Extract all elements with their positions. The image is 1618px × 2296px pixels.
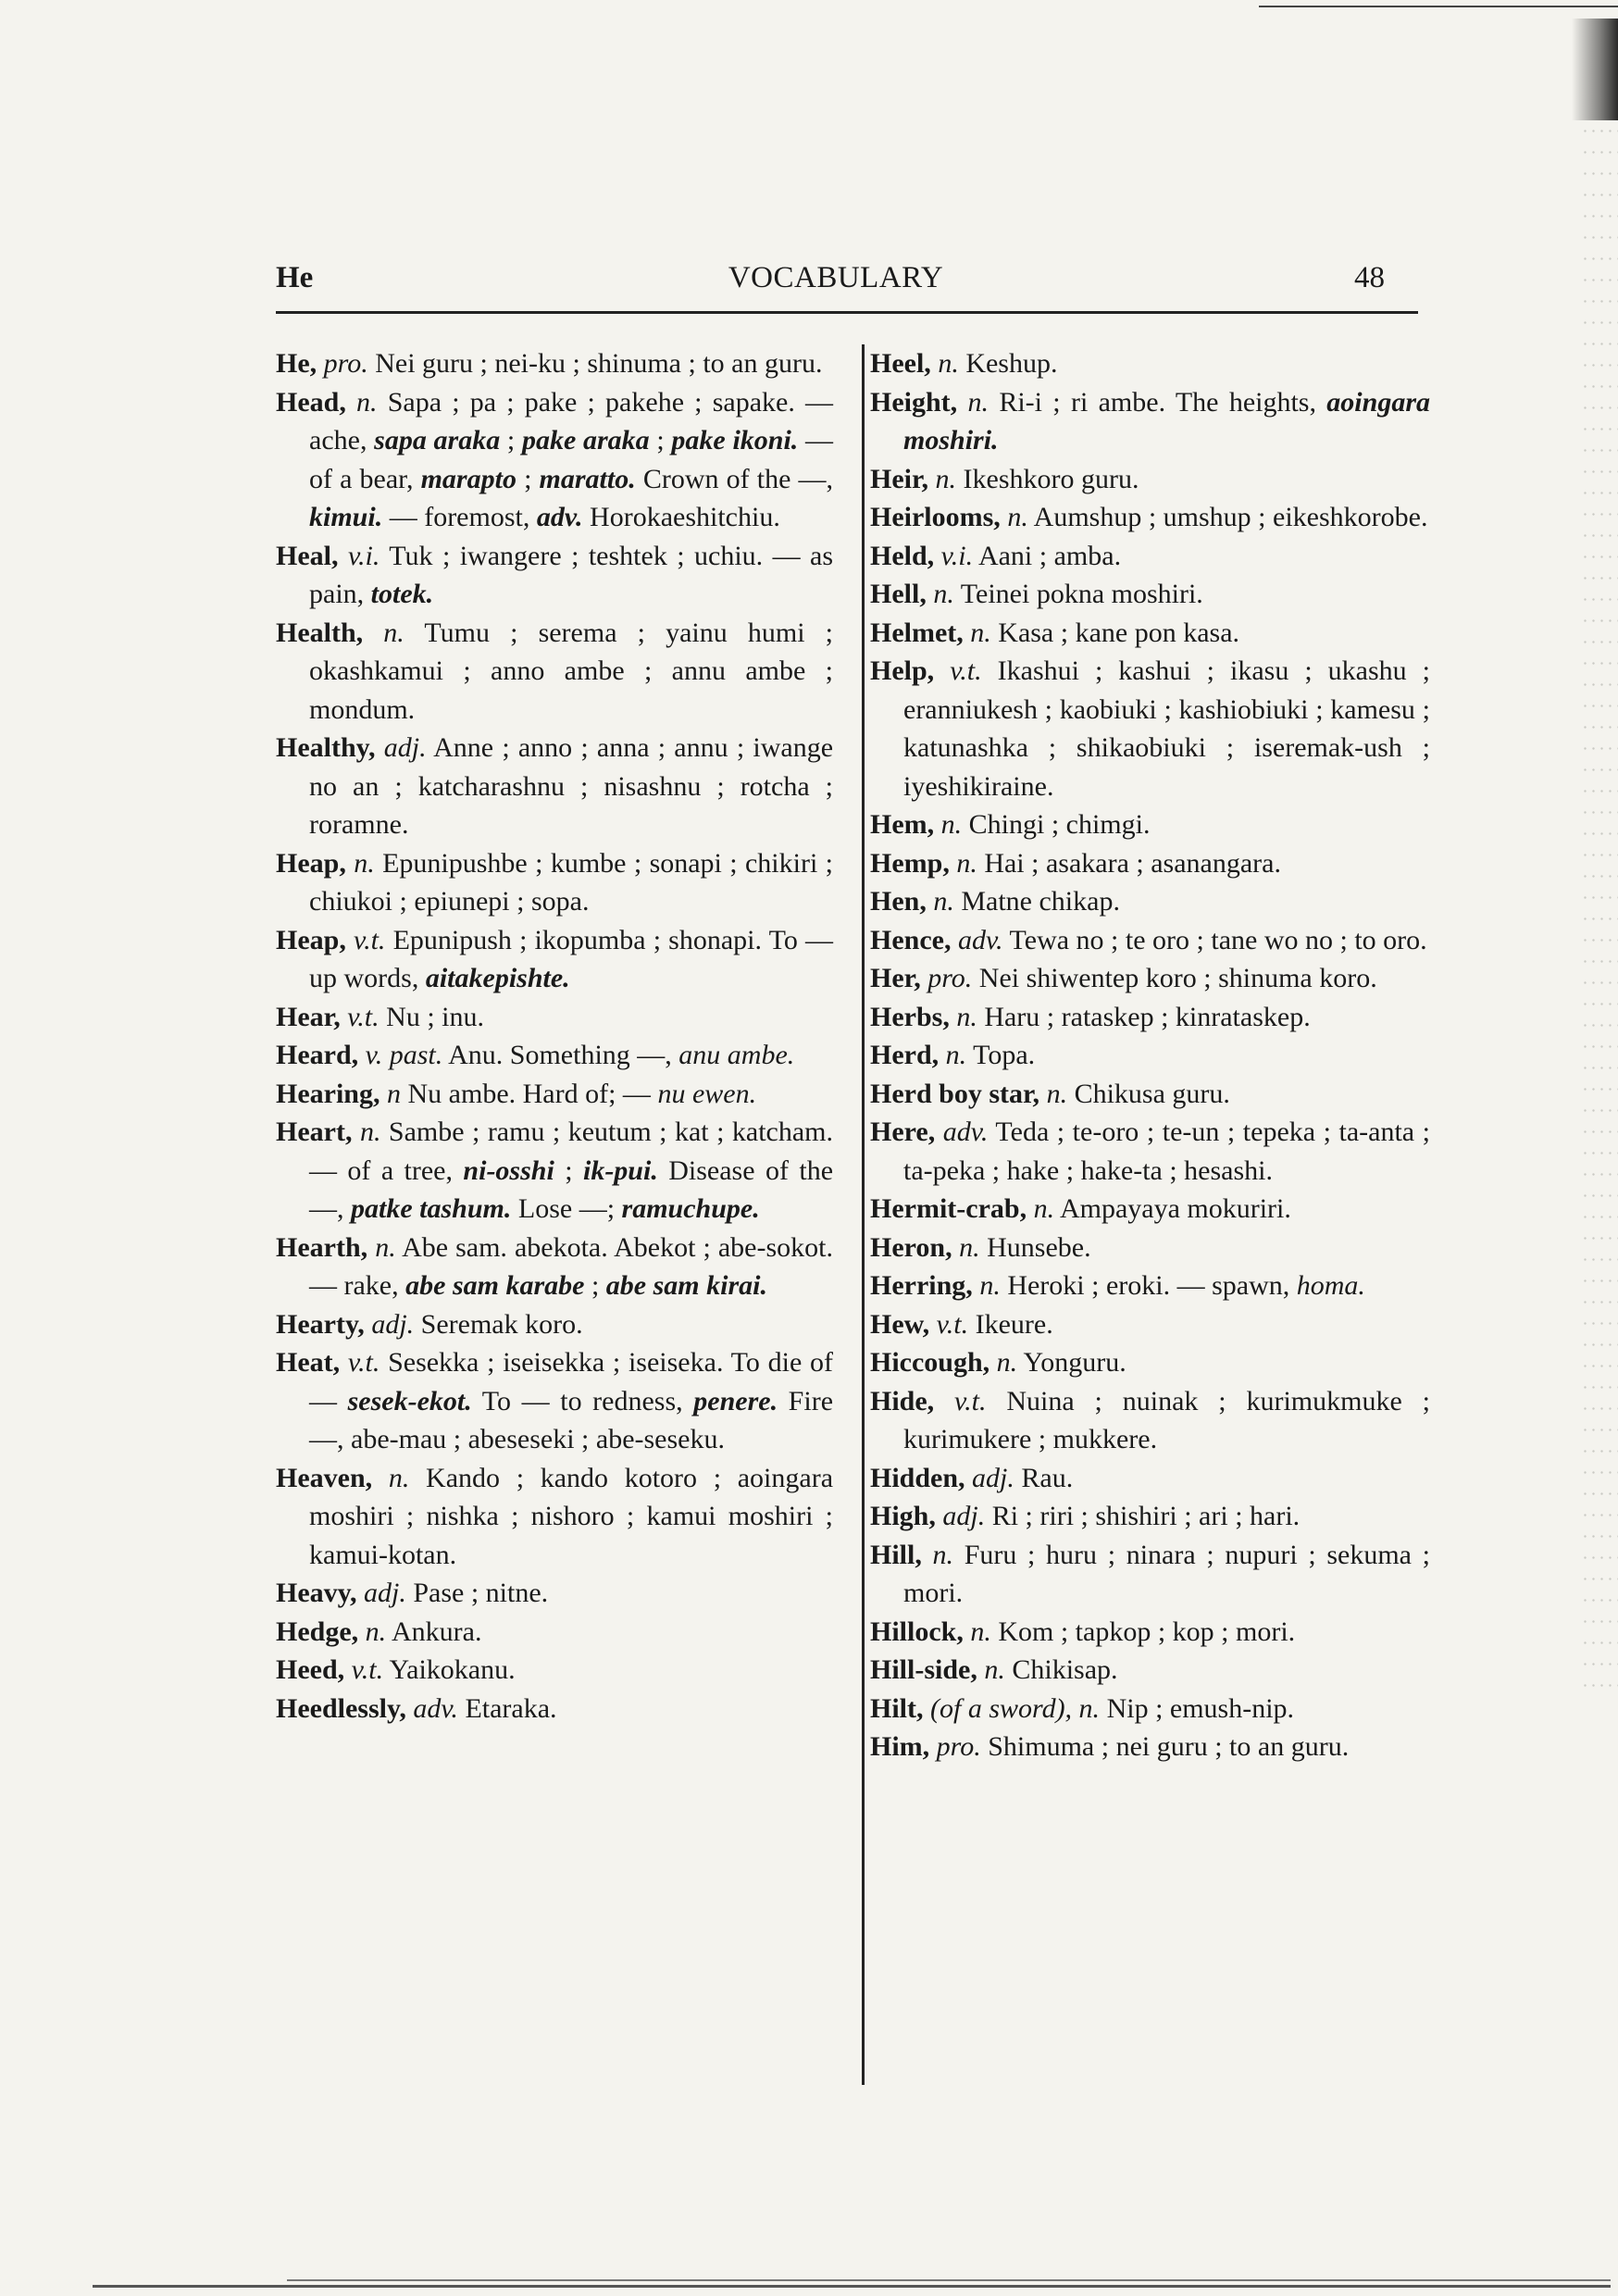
entry-ainu-term: patke tashum. — [351, 1193, 512, 1224]
dictionary-entry — [276, 344, 833, 383]
left-column — [276, 344, 833, 1728]
entry-definition: Ikashui ; kashui ; ikasu ; ukashu ; eranniukesh ; kaobiuki ; kashiobiuki ; kamesu ; katunashka ; shikaobiuki ; iseremak-ush ; iyeshikiraine. — [903, 655, 1431, 802]
entry-definition: Ikeshkoro guru. — [956, 463, 1139, 494]
entry-definition: Disease of the —, — [309, 1154, 834, 1224]
entry-ainu-term: sesek-ekot. — [347, 1385, 472, 1416]
entry-definition: Teda ; te-oro ; te-un ; tepeka ; ta-anta ; ta-peka ; hake ; hake-ta ; hesashi. — [903, 1117, 1430, 1186]
dictionary-entry — [276, 537, 833, 614]
dictionary-entry — [870, 498, 1430, 537]
entry-part-of-speech: v.t. — [950, 655, 982, 686]
entry-part-of-speech: n. — [945, 1040, 967, 1070]
entry-headword: Heat, — [276, 1347, 341, 1378]
entry-definition: Yonguru. — [1017, 1347, 1126, 1378]
entry-definition: Epunipush ; ikopumba ; shonapi. To — up words, — [309, 924, 833, 993]
entry-headword: Help, — [870, 655, 935, 686]
dictionary-entry — [870, 1075, 1430, 1114]
entry-definition: Tewa no ; te oro ; tane wo no ; to oro. — [1002, 924, 1427, 955]
entry-part-of-speech: n. — [938, 348, 959, 379]
entry-headword: Head, — [276, 386, 346, 418]
dictionary-entry — [870, 1459, 1430, 1498]
entry-part-of-speech: adj. — [383, 732, 427, 763]
dictionary-entry — [870, 1343, 1430, 1382]
entry-headword: Heir, — [870, 463, 929, 494]
entry-part-of-speech: n. — [354, 847, 375, 879]
header-title: VOCABULARY — [728, 261, 944, 294]
dictionary-entry — [276, 1651, 833, 1690]
entry-ainu-term: abe sam kirai. — [605, 1270, 767, 1301]
entry-definition: Ankura. — [386, 1616, 482, 1647]
entry-part-of-speech: v.t. — [954, 1385, 987, 1416]
entry-ainu-term: ik-pui. — [582, 1154, 658, 1186]
entry-part-of-speech: n. — [359, 1117, 381, 1147]
entry-definition: Pase ; nitne. — [405, 1578, 549, 1608]
entry-definition: Chingi ; chimgi. — [962, 809, 1151, 840]
entry-definition: Crown of the —, — [635, 463, 833, 494]
entry-part-of-speech: v.i. — [940, 540, 974, 571]
entry-headword: Helmet, — [870, 617, 964, 648]
entry-ainu-term: penere. — [693, 1385, 778, 1416]
entry-headword: Herd boy star, — [870, 1078, 1040, 1109]
entry-part-of-speech: v.t. — [347, 1001, 380, 1032]
dictionary-entry — [870, 1190, 1430, 1229]
dictionary-entry — [870, 882, 1430, 921]
entry-definition: Ri ; riri ; shishiri ; ari ; hari. — [985, 1501, 1301, 1531]
entry-definition: ; — [500, 425, 522, 455]
entry-headword: Heavy, — [276, 1578, 357, 1608]
entry-headword: Herd, — [870, 1040, 940, 1070]
entry-part-of-speech: n. — [979, 1270, 1001, 1301]
scan-corner-shadow — [1572, 19, 1618, 120]
entry-definition: Chikisap. — [1004, 1654, 1118, 1685]
column-divider — [862, 344, 865, 2085]
entry-part-of-speech: adv. — [942, 1117, 989, 1147]
entry-definition: — of a bear, — [309, 425, 833, 494]
entry-definition: Sapa ; pa ; pake ; pakehe ; sapake. — ache, — [309, 386, 834, 455]
entry-ainu-term: aoingara moshiri. — [903, 386, 1430, 455]
scan-edge-line — [1259, 6, 1618, 7]
entry-definition: Hunsebe. — [979, 1231, 1091, 1263]
entry-part-of-speech: n. — [970, 617, 991, 648]
dictionary-entry — [870, 460, 1430, 499]
entry-definition: Nu ; inu. — [379, 1001, 484, 1032]
entry-definition: Horokaeshitchiu. — [582, 502, 780, 532]
entry-part-of-speech: adj. — [371, 1308, 415, 1340]
dictionary-entry — [276, 1036, 833, 1075]
entry-ainu-term: abe sam karabe — [405, 1270, 585, 1301]
entry-definition: Sesekka ; iseisekka ; iseiseka. To die of — — [309, 1347, 833, 1416]
entry-part-of-speech: n. — [375, 1231, 396, 1263]
entry-headword: Heedlessly, — [276, 1692, 406, 1724]
entry-part-of-speech: n. — [967, 386, 989, 418]
dictionary-entry — [276, 1574, 833, 1613]
entry-part-of-speech: n. — [933, 579, 954, 609]
entry-ainu-term: aitakepishte. — [425, 963, 570, 993]
entry-definition: Shimuma ; nei guru ; to an guru. — [980, 1731, 1350, 1762]
dictionary-entry — [870, 344, 1430, 383]
entry-headword: Healthy, — [276, 732, 376, 763]
running-header — [276, 261, 1396, 302]
entry-part-of-speech: adv. — [957, 924, 1003, 955]
dictionary-entry — [276, 921, 833, 998]
entry-headword: Health, — [276, 617, 364, 648]
entry-part-of-speech: n. — [356, 386, 378, 418]
entry-headword: He, — [276, 348, 317, 379]
entry-part-of-speech: n. — [383, 617, 404, 648]
entry-headword: Hilt, — [870, 1692, 924, 1724]
dictionary-entry — [870, 1382, 1430, 1459]
dictionary-entry — [276, 1113, 833, 1229]
entry-part-of-speech: (of a sword), n. — [930, 1692, 1101, 1724]
dictionary-entry — [276, 1229, 833, 1305]
entry-definition: Etaraka. — [457, 1692, 557, 1724]
dictionary-entry — [870, 1267, 1430, 1305]
dictionary-entry — [870, 1536, 1430, 1613]
entry-definition: Ikeure. — [968, 1308, 1053, 1340]
header-guide-word: He — [276, 261, 314, 294]
entry-ainu-term: ramuchupe. — [621, 1193, 760, 1224]
entry-part-of-speech: n. — [365, 1616, 387, 1647]
entry-definition: Chikusa guru. — [1067, 1078, 1230, 1109]
entry-part-of-speech: n. — [932, 1539, 954, 1570]
entry-part-of-speech: v.t. — [347, 1347, 380, 1378]
entry-headword: Heap, — [276, 924, 346, 955]
entry-definition: Matne chikap. — [953, 886, 1120, 917]
dictionary-entry — [276, 1343, 833, 1459]
entry-headword: Her, — [870, 963, 921, 993]
entry-definition: ; — [554, 1154, 583, 1186]
scan-edge-dots — [1581, 120, 1618, 1694]
entry-part-of-speech: pro. — [936, 1731, 981, 1762]
dictionary-entry — [870, 1690, 1430, 1728]
entry-definition: Nuina ; nuinak ; kurimukmuke ; kurimukere ; mukkere. — [903, 1385, 1431, 1454]
entry-headword: Hill-side, — [870, 1654, 977, 1685]
entry-definition: Nei shiwentep koro ; shinuma koro. — [972, 963, 1377, 993]
dictionary-entry — [870, 614, 1430, 653]
entry-ainu-term: pake ikoni. — [671, 425, 799, 455]
entry-headword: Hillock, — [870, 1616, 964, 1647]
dictionary-entry — [870, 921, 1430, 960]
entry-ainu-term: anu ambe. — [678, 1040, 795, 1070]
entry-definition: ; — [649, 425, 672, 455]
entry-part-of-speech: n. — [956, 847, 977, 879]
entry-part-of-speech: n. — [956, 1001, 977, 1032]
entry-headword: Heirlooms, — [870, 502, 1001, 532]
dictionary-entry — [870, 844, 1430, 883]
dictionary-entry — [276, 1305, 833, 1344]
entry-part-of-speech: adv. — [413, 1692, 458, 1724]
entry-part-of-speech: n. — [933, 886, 954, 917]
entry-headword: Hem, — [870, 809, 935, 840]
entry-headword: Hew, — [870, 1308, 930, 1340]
dictionary-entry — [870, 575, 1430, 614]
entry-definition: Epunipushbe ; kumbe ; sonapi ; chikiri ; chiukoi ; epiunepi ; sopa. — [309, 847, 833, 917]
entry-definition: Kando ; kando kotoro ; aoingara moshiri ; nishka ; nishoro ; kamui moshiri ; kamui-kotan. — [309, 1462, 834, 1570]
dictionary-entry — [870, 1613, 1430, 1652]
dictionary-entry — [870, 383, 1430, 460]
entry-definition: Haru ; rataskep ; kinrataskep. — [977, 1001, 1311, 1032]
entry-part-of-speech: n. — [959, 1231, 980, 1263]
entry-ainu-term: adv. — [536, 502, 583, 532]
entry-definition: Tumu ; serema ; yainu humi ; okashkamui ; anno ambe ; annu ambe ; mondum. — [309, 617, 833, 725]
entry-headword: Hearing, — [276, 1078, 380, 1109]
entry-part-of-speech: v. past. — [365, 1040, 443, 1070]
entry-part-of-speech: adj. — [972, 1462, 1014, 1493]
dictionary-entry — [276, 1690, 833, 1728]
dictionary-entry — [870, 959, 1430, 998]
entry-definition: Sambe ; ramu ; keutum ; kat ; katcham. — of a tree, — [309, 1117, 833, 1186]
dictionary-entry — [276, 998, 833, 1037]
entry-part-of-speech: n — [387, 1078, 401, 1109]
entry-part-of-speech: v.t. — [351, 1654, 384, 1685]
entry-part-of-speech: n. — [940, 809, 963, 840]
entry-headword: Heap, — [276, 847, 346, 879]
entry-headword: Herbs, — [870, 1001, 950, 1032]
entry-definition: Ri-i ; ri ambe. The heights, — [989, 386, 1327, 418]
entry-part-of-speech: adj. — [942, 1501, 986, 1531]
entry-headword: Heed, — [276, 1654, 345, 1685]
entry-part-of-speech: v.t. — [936, 1308, 969, 1340]
entry-definition: Heroki ; eroki. — spawn, — [1000, 1270, 1297, 1301]
entry-definition: Anne ; anno ; anna ; annu ; iwange no an ; katcharashnu ; nisashnu ; rotcha ; roramne. — [309, 732, 834, 840]
entry-headword: Hill, — [870, 1539, 922, 1570]
entry-headword: Him, — [870, 1731, 930, 1762]
right-column — [870, 344, 1430, 1766]
entry-definition: Tuk ; iwangere ; teshtek ; uchiu. — as pain, — [309, 540, 834, 609]
entry-definition: Topa. — [966, 1040, 1036, 1070]
entry-headword: Hearty, — [276, 1308, 365, 1340]
entry-definition: ; — [584, 1270, 606, 1301]
entry-headword: Hide, — [870, 1385, 935, 1416]
entry-part-of-speech: v.i. — [347, 540, 380, 571]
dictionary-entry — [870, 1036, 1430, 1075]
entry-headword: Hell, — [870, 579, 927, 609]
entry-definition: Hai ; asakara ; asanangara. — [977, 847, 1281, 879]
dictionary-entry — [276, 1613, 833, 1652]
entry-headword: Heel, — [870, 348, 931, 379]
scan-bottom-edge — [287, 2279, 1611, 2281]
entry-headword: Height, — [870, 386, 958, 418]
dictionary-entry — [870, 1113, 1430, 1190]
dictionary-entry — [870, 652, 1430, 805]
entry-headword: High, — [870, 1501, 936, 1531]
entry-ainu-term: totek. — [370, 579, 434, 609]
dictionary-entry — [276, 383, 833, 537]
entry-definition: Nip ; emush-nip. — [1100, 1692, 1295, 1724]
page-number: 48 — [1354, 261, 1385, 294]
scan-bottom-edge-line — [93, 2285, 1611, 2288]
entry-ainu-term: maratto. — [539, 463, 636, 494]
entry-ainu-term: ni-osshi — [463, 1154, 554, 1186]
entry-headword: Herring, — [870, 1270, 973, 1301]
entry-part-of-speech: n. — [935, 463, 957, 494]
entry-definition: Fire —, abe-mau ; abeseseki ; abe-seseku. — [309, 1385, 834, 1454]
entry-headword: Hiccough, — [870, 1347, 990, 1378]
entry-part-of-speech: n. — [1007, 502, 1028, 532]
dictionary-entry — [870, 1728, 1430, 1766]
entry-part-of-speech: n. — [388, 1462, 410, 1493]
entry-headword: Hidden, — [870, 1462, 965, 1493]
entry-ainu-term: nu ewen. — [657, 1078, 757, 1109]
entry-part-of-speech: adj. — [364, 1578, 406, 1608]
entry-headword: Held, — [870, 540, 935, 571]
entry-part-of-speech: n. — [996, 1347, 1018, 1378]
dictionary-entry — [276, 844, 833, 921]
entry-definition: Ampayaya mokuriri. — [1054, 1193, 1291, 1224]
entry-definition: Keshup. — [958, 348, 1058, 379]
entry-ainu-term: homa. — [1296, 1270, 1365, 1301]
dictionary-entry — [276, 1459, 833, 1575]
dictionary-entry — [276, 1075, 833, 1114]
entry-part-of-speech: n. — [1046, 1078, 1068, 1109]
entry-definition: ; — [516, 463, 540, 494]
entry-headword: Hedge, — [276, 1616, 359, 1647]
entry-headword: Heron, — [870, 1231, 952, 1263]
entry-part-of-speech: pro. — [927, 963, 973, 993]
entry-definition: Rau. — [1014, 1462, 1074, 1493]
entry-definition: — foremost, — [382, 502, 537, 532]
entry-definition: Yaikokanu. — [383, 1654, 516, 1685]
entry-headword: Hence, — [870, 924, 952, 955]
entry-part-of-speech: n. — [984, 1654, 1005, 1685]
entry-definition: Aani ; amba. — [973, 540, 1122, 571]
header-rule — [276, 311, 1418, 314]
dictionary-entry — [276, 614, 833, 730]
entry-headword: Heaven, — [276, 1462, 373, 1493]
entry-headword: Heard, — [276, 1040, 359, 1070]
entry-headword: Hearth, — [276, 1231, 368, 1263]
entry-headword: Here, — [870, 1117, 936, 1147]
entry-ainu-term: kimui. — [309, 502, 383, 532]
entry-ainu-term: sapa araka — [374, 425, 501, 455]
dictionary-entry — [276, 729, 833, 844]
dictionary-entry — [870, 1229, 1430, 1267]
entry-headword: Heal, — [276, 540, 339, 571]
entry-headword: Hermit-crab, — [870, 1193, 1027, 1224]
entry-definition: Kom ; tapkop ; kop ; mori. — [990, 1616, 1296, 1647]
entry-definition: Abe sam. abekota. Abekot ; abe-sokot. — rake, — [309, 1231, 833, 1301]
entry-definition: Furu ; huru ; ninara ; nupuri ; sekuma ; mori. — [903, 1539, 1430, 1608]
entry-headword: Hear, — [276, 1001, 341, 1032]
entry-definition: Seremak koro. — [414, 1308, 583, 1340]
dictionary-entry — [870, 1497, 1430, 1536]
dictionary-entry — [870, 998, 1430, 1037]
entry-part-of-speech: n. — [1033, 1193, 1055, 1224]
entry-part-of-speech: pro. — [323, 348, 368, 379]
entry-part-of-speech: v.t. — [354, 924, 386, 955]
entry-definition: Lose —; — [511, 1193, 622, 1224]
entry-ainu-term: marapto — [420, 463, 517, 494]
entry-ainu-term: pake araka — [521, 425, 650, 455]
entry-part-of-speech: n. — [970, 1616, 991, 1647]
entry-definition: Nu ambe. Hard of; — — [401, 1078, 658, 1109]
entry-definition: Aumshup ; umshup ; eikeshkorobe. — [1027, 502, 1428, 532]
dictionary-entry — [870, 1305, 1430, 1344]
dictionary-entry — [870, 805, 1430, 844]
entry-headword: Heart, — [276, 1117, 353, 1147]
entry-headword: Hemp, — [870, 847, 950, 879]
dictionary-entry — [870, 537, 1430, 576]
entry-headword: Hen, — [870, 886, 927, 917]
dictionary-entry — [870, 1651, 1430, 1690]
entry-definition: Kasa ; kane pon kasa. — [990, 617, 1240, 648]
entry-definition: Teinei pokna moshiri. — [953, 579, 1203, 609]
entry-definition: To — to redness, — [471, 1385, 694, 1416]
entry-definition: Anu. Something —, — [442, 1040, 679, 1070]
entry-definition: Nei guru ; nei-ku ; shinuma ; to an guru. — [367, 348, 823, 379]
